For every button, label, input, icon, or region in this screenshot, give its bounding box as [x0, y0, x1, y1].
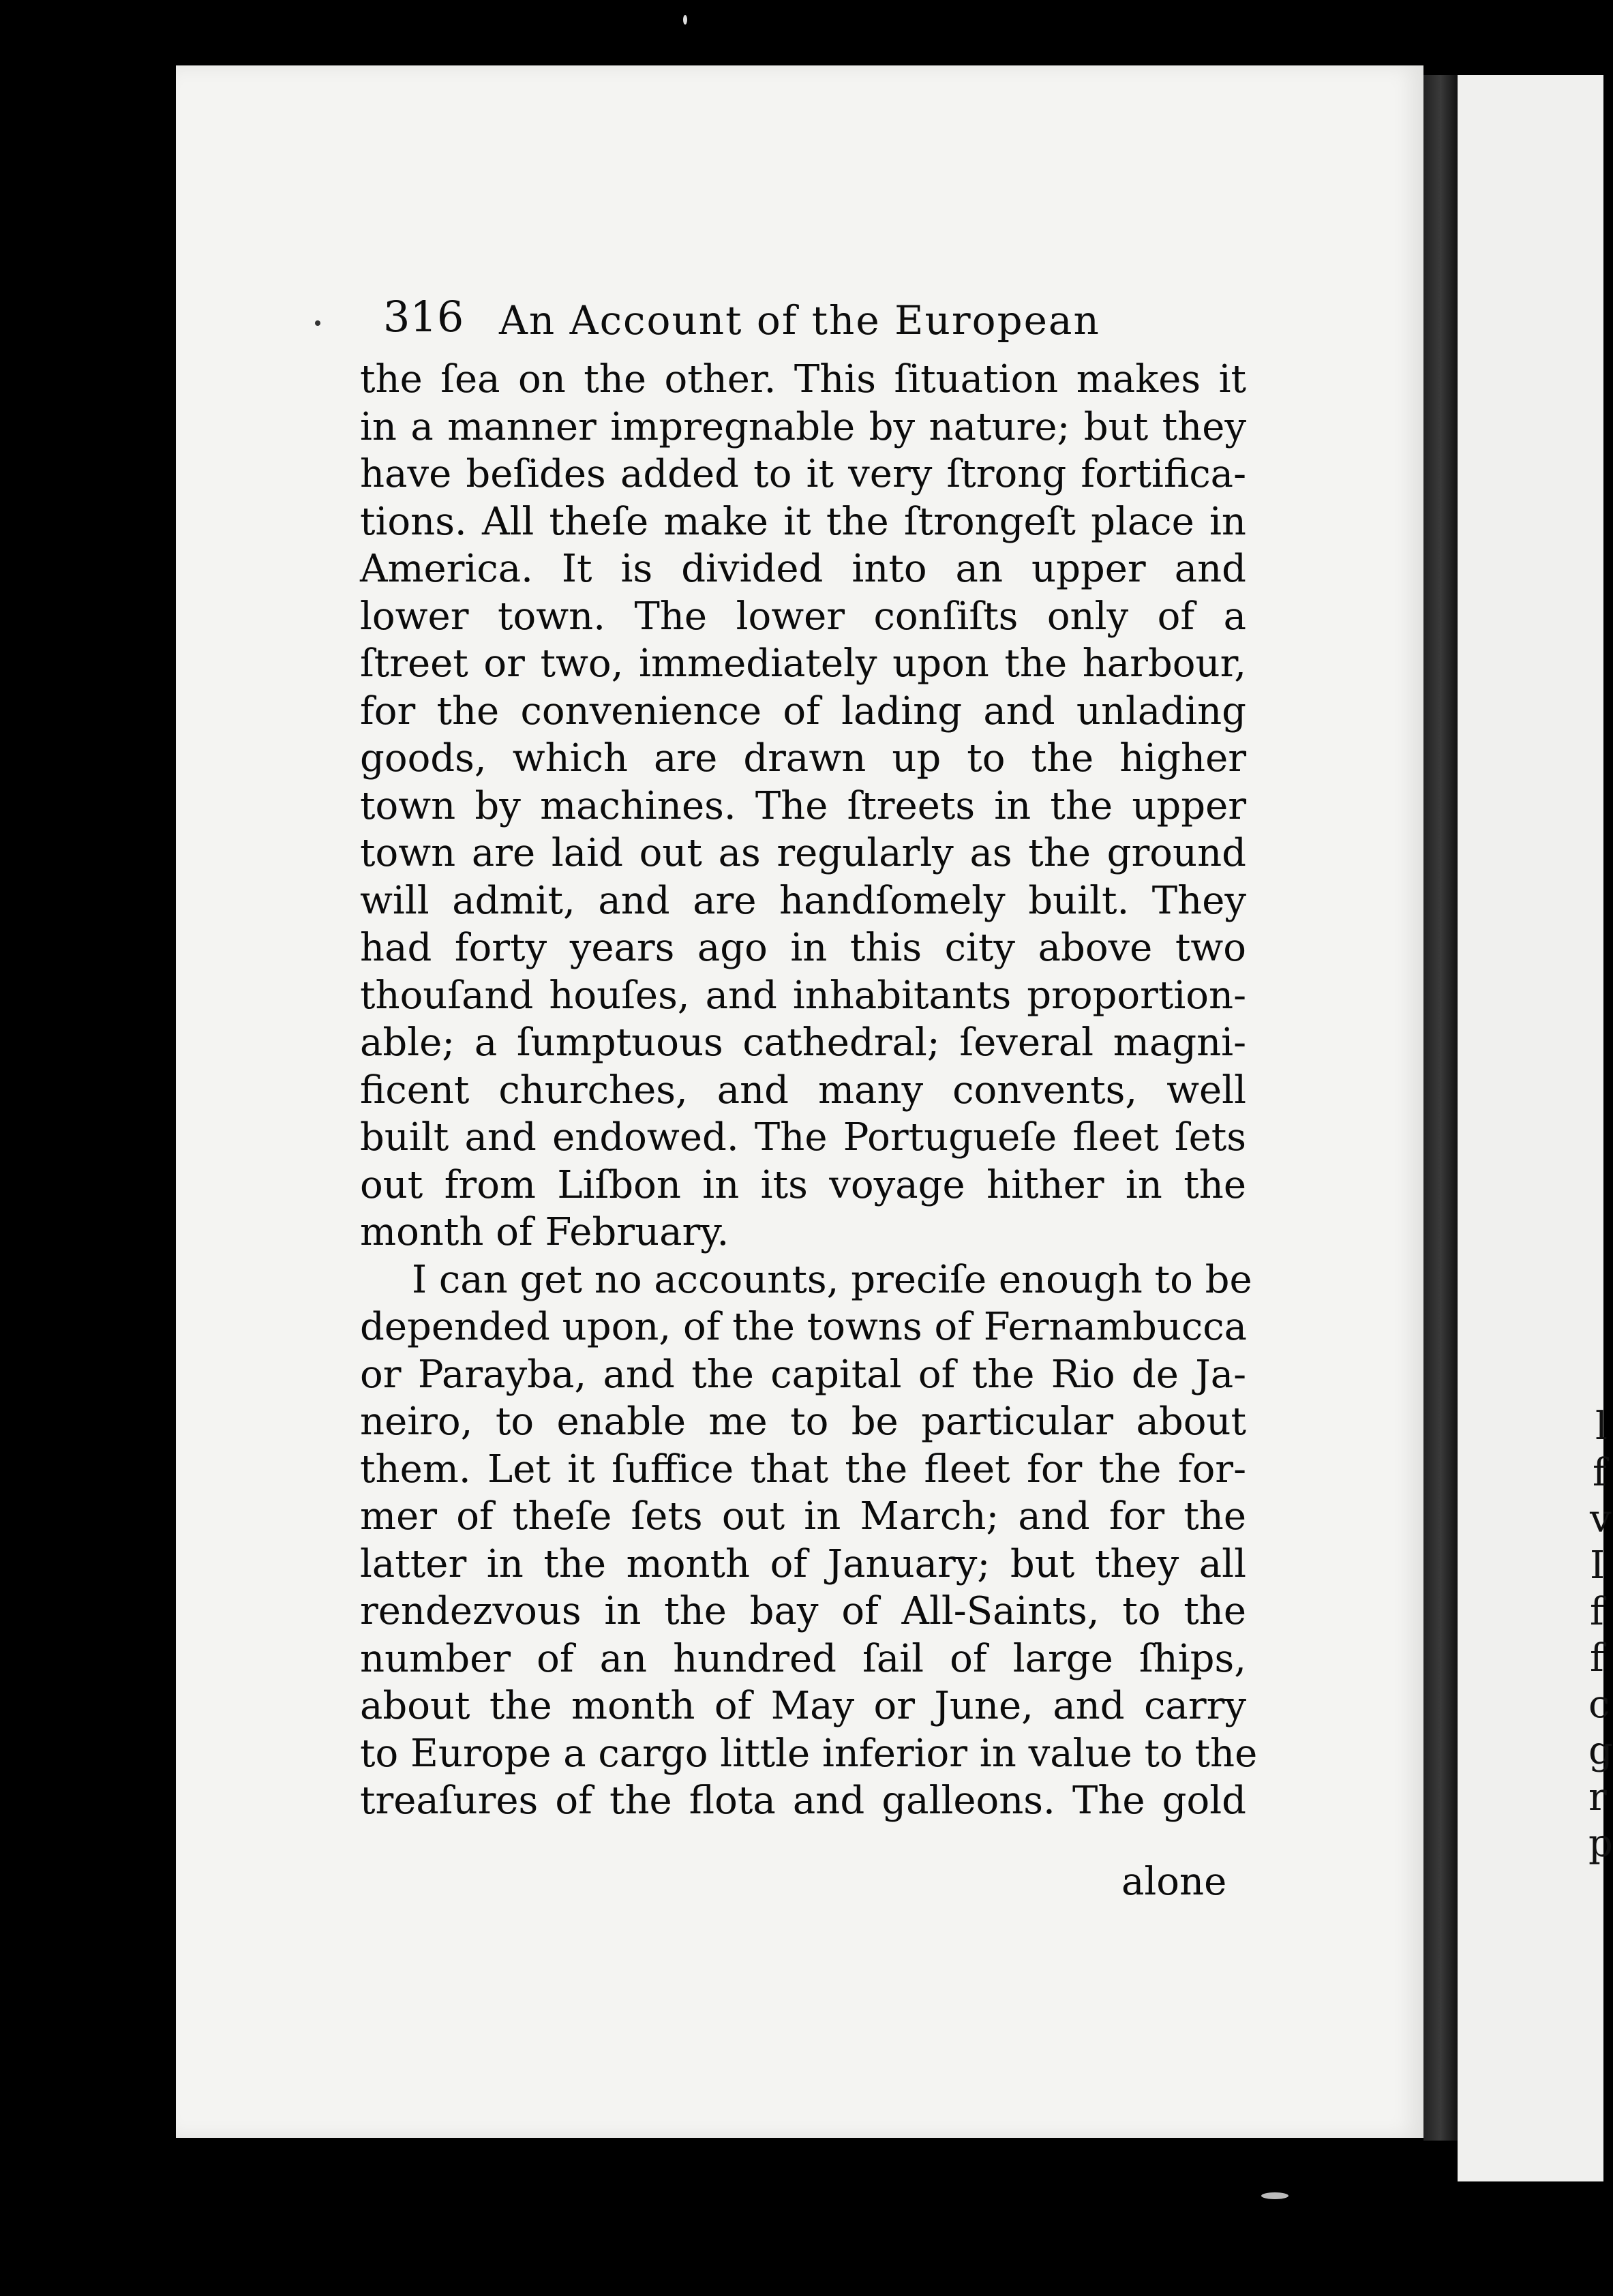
- text-line: month of February.: [360, 1210, 729, 1254]
- text-line: rendezvous in the bay of All-Saints, to the: [360, 1589, 1246, 1633]
- page-number: 316: [383, 292, 464, 342]
- margin-speck: [683, 15, 687, 25]
- text-line: ficent churches, and many convents, well: [360, 1068, 1246, 1113]
- text-line: have beſides added to it very ſtrong fortifica-: [360, 452, 1246, 496]
- text-line: or Parayba, and the capital of the Rio de Ja-: [360, 1352, 1246, 1397]
- book-gutter: [1423, 75, 1458, 2141]
- text-line: mer of theſe ſets out in March; and for the: [360, 1494, 1246, 1539]
- text-line: number of an hundred ſail of large ſhips,: [360, 1636, 1246, 1681]
- paragraph-2: [360, 1256, 1258, 1825]
- facing-page-letter: f: [1593, 1451, 1607, 1495]
- text-line: able; a ſumptuous cathedral; ſeveral magni-: [360, 1021, 1246, 1065]
- facing-page-letter: c: [1588, 1682, 1610, 1727]
- text-line: goods, which are drawn up to the higher: [360, 736, 1246, 781]
- text-line: town are laid out as regularly as the ground: [360, 831, 1246, 875]
- text-line: for the convenience of lading and unlading: [360, 689, 1246, 734]
- facing-page-letter: f: [1590, 1636, 1604, 1680]
- facing-page-letter: r: [1588, 1775, 1607, 1819]
- text-line: latter in the month of January; but they all: [360, 1541, 1246, 1586]
- text-line: neiro, to enable me to be particular about: [360, 1400, 1246, 1444]
- text-line: America. It is divided into an upper and: [360, 547, 1246, 591]
- text-line: treaſures of the flota and galleons. The gold: [360, 1779, 1246, 1823]
- facing-page-letter: g: [1588, 1729, 1613, 1773]
- text-line: had forty years ago in this city above two: [360, 926, 1246, 970]
- text-line: tions. All theſe make it the ſtrongeſt place in: [360, 499, 1246, 544]
- margin-speck: [315, 320, 320, 326]
- facing-page-letter: f: [1590, 1590, 1604, 1634]
- text-line: depended upon, of the towns of Fernambucca: [360, 1305, 1248, 1349]
- running-title: An Account of the European: [499, 297, 1100, 344]
- body-text: [360, 356, 1258, 1825]
- text-line: lower town. The lower conſiſts only of a: [360, 594, 1246, 639]
- text-line: to Europe a cargo little inferior in value to the: [360, 1731, 1258, 1776]
- text-line: I can get no accounts, preciſe enough to be: [412, 1257, 1252, 1302]
- text-line: in a manner impregnable by nature; but they: [360, 404, 1246, 449]
- facing-page-letter: v: [1590, 1497, 1612, 1541]
- text-line: them. Let it ſuffice that the fleet for the for-: [360, 1447, 1246, 1492]
- paragraph-1: [360, 356, 1246, 1256]
- text-line: thouſand houſes, and inhabitants proportion-: [360, 973, 1246, 1018]
- facing-page-letter: p: [1588, 1822, 1613, 1866]
- facing-page-edge: [1458, 75, 1606, 2181]
- facing-page-letter: l: [1595, 1404, 1608, 1449]
- facing-page-letter: I: [1590, 1543, 1606, 1588]
- running-head: [383, 292, 1160, 353]
- text-line: will admit, and are handſomely built. They: [360, 878, 1246, 923]
- text-line: built and endowed. The Portugueſe fleet ſets: [360, 1115, 1246, 1160]
- text-line: ſtreet or two, immediately upon the harbour,: [360, 641, 1246, 686]
- margin-speck: [1261, 2192, 1288, 2199]
- catchword: alone: [1121, 1860, 1227, 1904]
- text-line: about the month of May or June, and carry: [360, 1684, 1246, 1728]
- text-line: the ſea on the other. This ſituation makes it: [360, 357, 1246, 402]
- text-line: out from Liſbon in its voyage hither in the: [360, 1162, 1246, 1207]
- text-line: town by machines. The ſtreets in the upper: [360, 783, 1246, 828]
